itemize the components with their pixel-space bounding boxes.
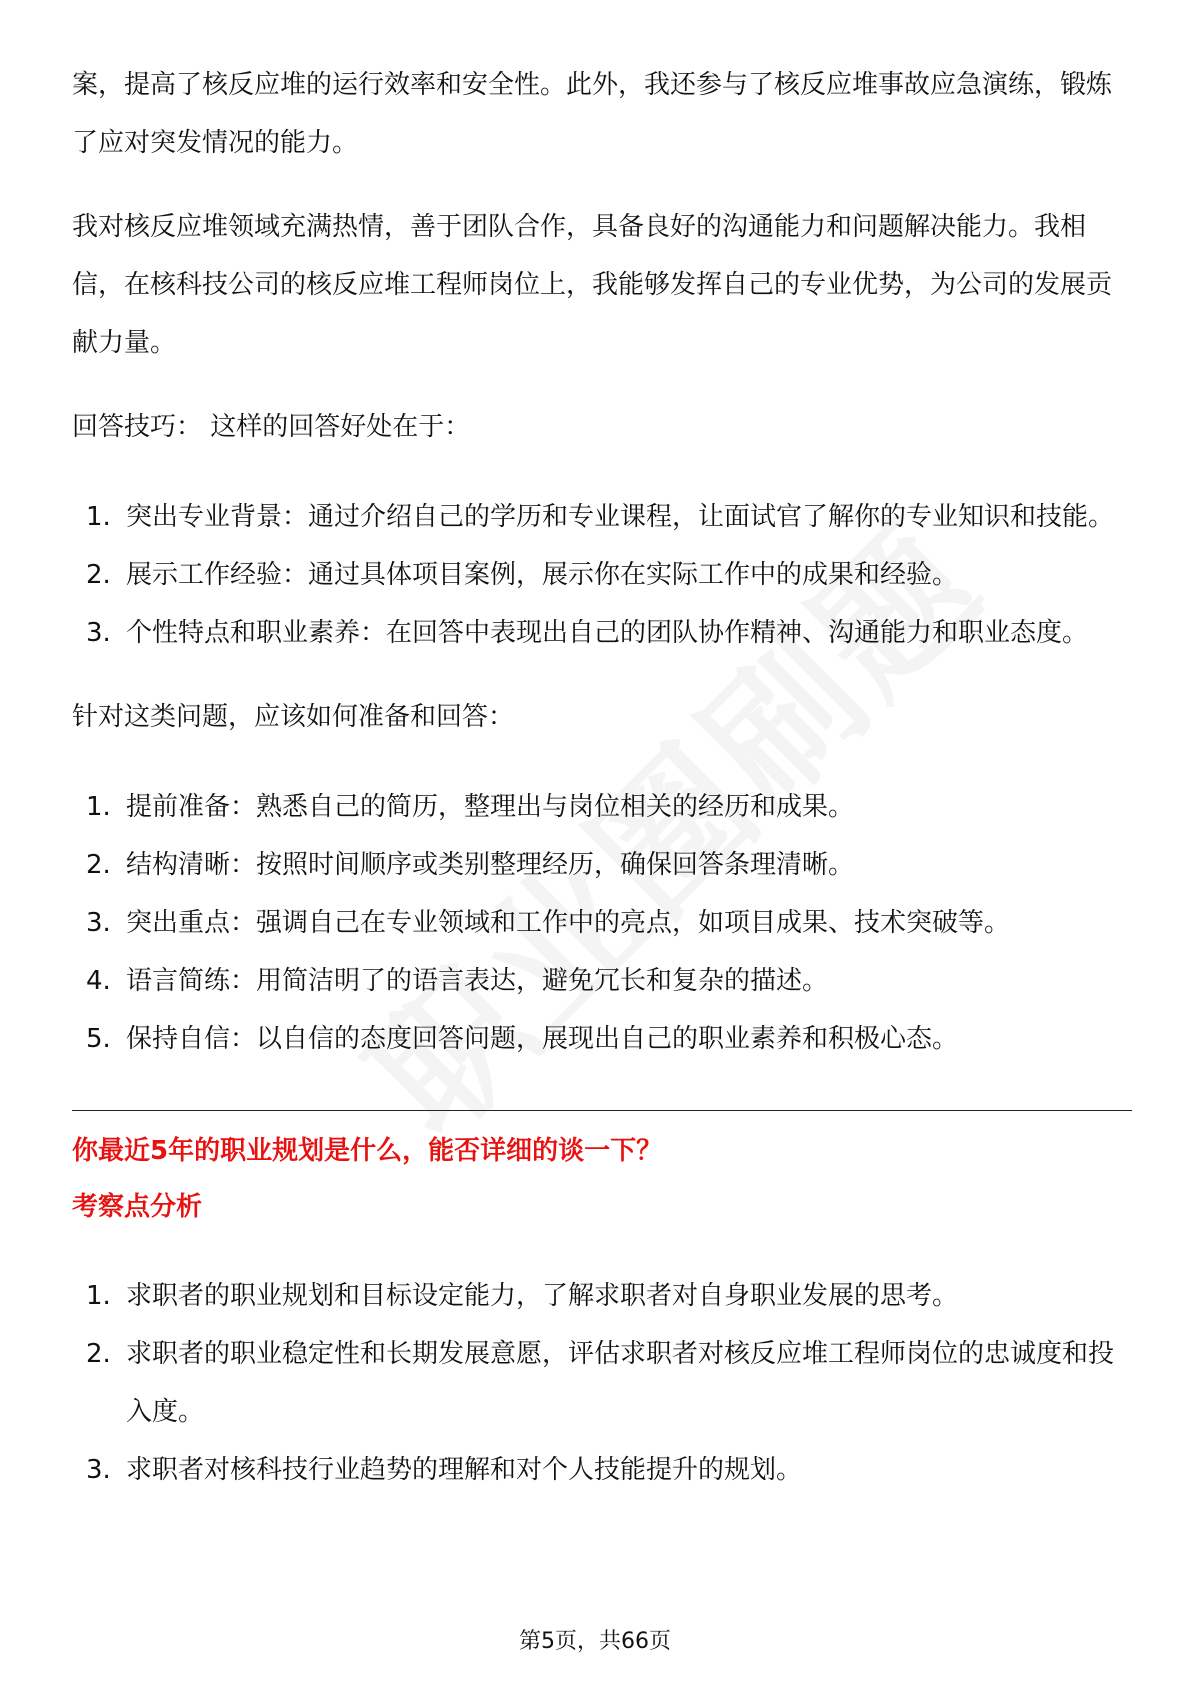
document-page [72, 56, 1132, 1499]
list-number: 4. [86, 966, 111, 996]
list-text: 求职者对核科技行业趋势的理解和对个人技能提升的规划。 [126, 1455, 803, 1485]
analysis-list [72, 1267, 1132, 1499]
list-item [72, 1010, 1132, 1068]
list-item [72, 778, 1132, 836]
list-number: 2. [86, 850, 111, 880]
list-item [72, 1325, 1132, 1441]
list-item [72, 604, 1132, 662]
analysis-heading: 考察点分析 [72, 1192, 203, 1222]
list-number: 3. [86, 908, 111, 938]
prep-heading: 针对这类问题，应该如何准备和回答： [72, 702, 515, 732]
list-number: 1. [86, 502, 111, 532]
intro-paragraph-2: 我对核反应堆领域充满热情，善于团队合作，具备良好的沟通能力和问题解决能力。我相信，在核科技公司的核反应堆工程师岗位上，我能够发挥自己的专业优势，为公司的发展贡献力量。 [72, 212, 1113, 358]
list-number: 5. [86, 1024, 111, 1054]
list-item [72, 1441, 1132, 1499]
question-title: 你最近5年的职业规划是什么，能否详细的谈一下？ [72, 1136, 663, 1166]
list-item [72, 488, 1132, 546]
list-text: 提前准备：熟悉自己的简历，整理出与岗位相关的经历和成果。 [126, 792, 855, 822]
list-number: 2. [86, 560, 111, 590]
list-text: 语言简练：用简洁明了的语言表达，避免冗长和复杂的描述。 [126, 966, 829, 996]
list-number: 1. [86, 1281, 111, 1311]
list-text: 突出重点：强调自己在专业领域和工作中的亮点，如项目成果、技术突破等。 [126, 908, 1011, 938]
list-item [72, 952, 1132, 1010]
list-number: 3. [86, 618, 111, 648]
list-item [72, 1267, 1132, 1325]
list-number: 1. [86, 792, 111, 822]
list-number: 3. [86, 1455, 111, 1485]
tips-list [72, 488, 1132, 662]
list-text: 突出专业背景：通过介绍自己的学历和专业课程，让面试官了解你的专业知识和技能。 [126, 502, 1115, 532]
list-text: 求职者的职业规划和目标设定能力，了解求职者对自身职业发展的思考。 [126, 1281, 959, 1311]
list-text: 求职者的职业稳定性和长期发展意愿，评估求职者对核反应堆工程师岗位的忠诚度和投入度。 [126, 1339, 1115, 1427]
list-text: 结构清晰：按照时间顺序或类别整理经历，确保回答条理清晰。 [126, 850, 855, 880]
list-text: 个性特点和职业素养：在回答中表现出自己的团队协作精神、沟通能力和职业态度。 [126, 618, 1089, 648]
list-number: 2. [86, 1339, 111, 1369]
prep-list [72, 778, 1132, 1068]
tips-heading: 回答技巧： 这样的回答好处在于： [72, 412, 471, 442]
page-footer: 第5页，共66页 [519, 1629, 671, 1654]
intro-paragraph-1: 案，提高了核反应堆的运行效率和安全性。此外，我还参与了核反应堆事故应急演练，锻炼了应对突发情况的能力。 [72, 70, 1113, 158]
list-item [72, 546, 1132, 604]
list-item [72, 836, 1132, 894]
list-item [72, 894, 1132, 952]
list-text: 保持自信：以自信的态度回答问题，展现出自己的职业素养和积极心态。 [126, 1024, 959, 1054]
list-text: 展示工作经验：通过具体项目案例，展示你在实际工作中的成果和经验。 [126, 560, 959, 590]
